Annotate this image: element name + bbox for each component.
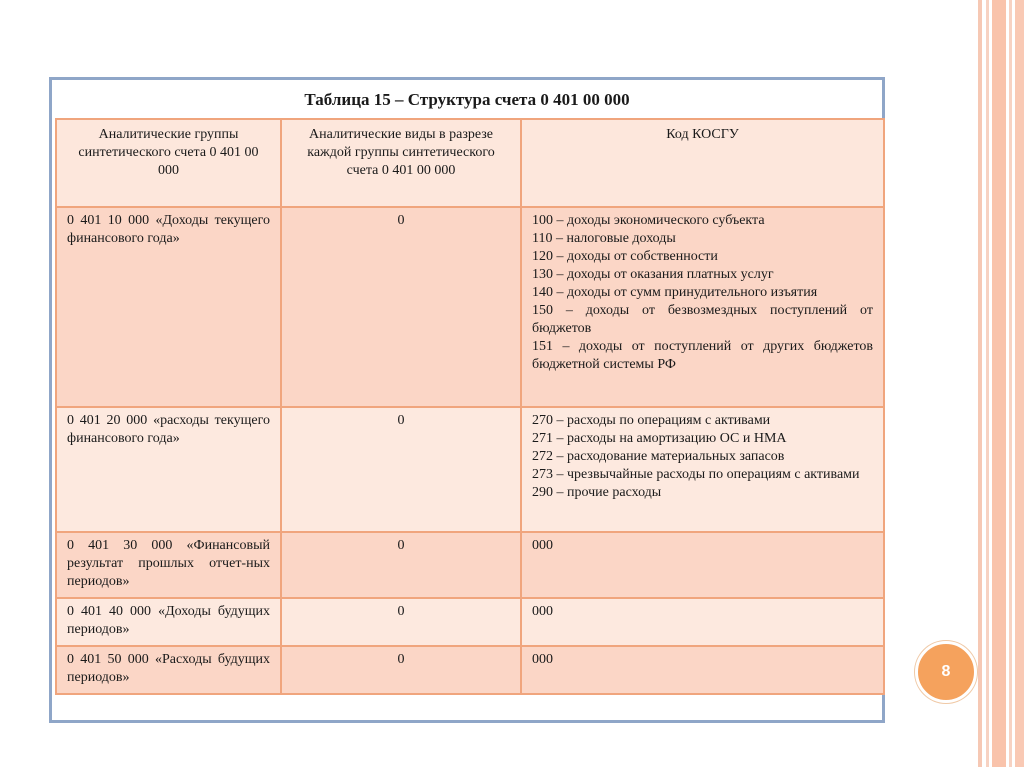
code-line: 270 – расходы по операциям с активами: [532, 413, 771, 428]
kind-cell: 0: [281, 207, 521, 407]
header-analytic-kinds: Аналитические виды в разрезе каждой группы синтетического счета 0 401 00 000: [281, 119, 521, 207]
code-line: 110 – налоговые доходы: [532, 231, 676, 246]
kind-cell: 0: [281, 598, 521, 646]
stripe: [1009, 0, 1012, 767]
code-line: 151 – доходы от поступлений от других бюджетов бюджетной системы РФ: [532, 339, 873, 372]
codes-cell: [521, 598, 884, 646]
slide-frame: [49, 77, 885, 723]
code-line: 272 – расходование материальных запасов: [532, 449, 785, 464]
kind-cell: 0: [281, 646, 521, 694]
table-row: [56, 407, 884, 532]
page-number-badge: 8: [915, 641, 977, 703]
kind-cell: 0: [281, 532, 521, 598]
decorative-stripes: [978, 0, 1024, 767]
table-row: [56, 598, 884, 646]
group-cell: 0 401 10 000 «Доходы текущего финансового года»: [56, 207, 281, 407]
header-analytic-groups: Аналитические группы синтетического счета 0 401 00 000: [56, 119, 281, 207]
codes-cell: [521, 207, 884, 407]
table-row: [56, 532, 884, 598]
code-line: 271 – расходы на амортизацию ОС и НМА: [532, 431, 787, 446]
stripe: [978, 0, 982, 767]
table-header-row: [56, 119, 884, 207]
kind-cell: 0: [281, 407, 521, 532]
codes-cell: [521, 407, 884, 532]
group-cell: 0 401 30 000 «Финансовый результат прошлых отчет-ных периодов»: [56, 532, 281, 598]
code-line: 000: [532, 604, 553, 619]
stripe: [992, 0, 1006, 767]
group-cell: 0 401 20 000 «расходы текущего финансового года»: [56, 407, 281, 532]
table-row: [56, 646, 884, 694]
group-cell: 0 401 50 000 «Расходы будущих периодов»: [56, 646, 281, 694]
table-title: Таблица 15 – Структура счета 0 401 00 000: [304, 90, 630, 109]
header-kosgu-code: Код КОСГУ: [521, 119, 884, 207]
group-cell: 0 401 40 000 «Доходы будущих периодов»: [56, 598, 281, 646]
code-line: 290 – прочие расходы: [532, 485, 662, 500]
code-line: 120 – доходы от собственности: [532, 249, 718, 264]
code-line: 140 – доходы от сумм принудительного изъятия: [532, 285, 818, 300]
code-line: 273 – чрезвычайные расходы по операциям с активами: [532, 467, 860, 482]
account-structure-table: [55, 118, 885, 695]
code-line: 000: [532, 538, 553, 553]
code-line: 000: [532, 652, 553, 667]
code-line: 150 – доходы от безвозмездных поступлений от бюджетов: [532, 303, 873, 336]
stripe: [986, 0, 989, 767]
codes-cell: [521, 646, 884, 694]
table-row: [56, 207, 884, 407]
codes-cell: [521, 532, 884, 598]
code-line: 100 – доходы экономического субъекта: [532, 213, 765, 228]
stripe: [1015, 0, 1024, 767]
code-line: 130 – доходы от оказания платных услуг: [532, 267, 774, 282]
